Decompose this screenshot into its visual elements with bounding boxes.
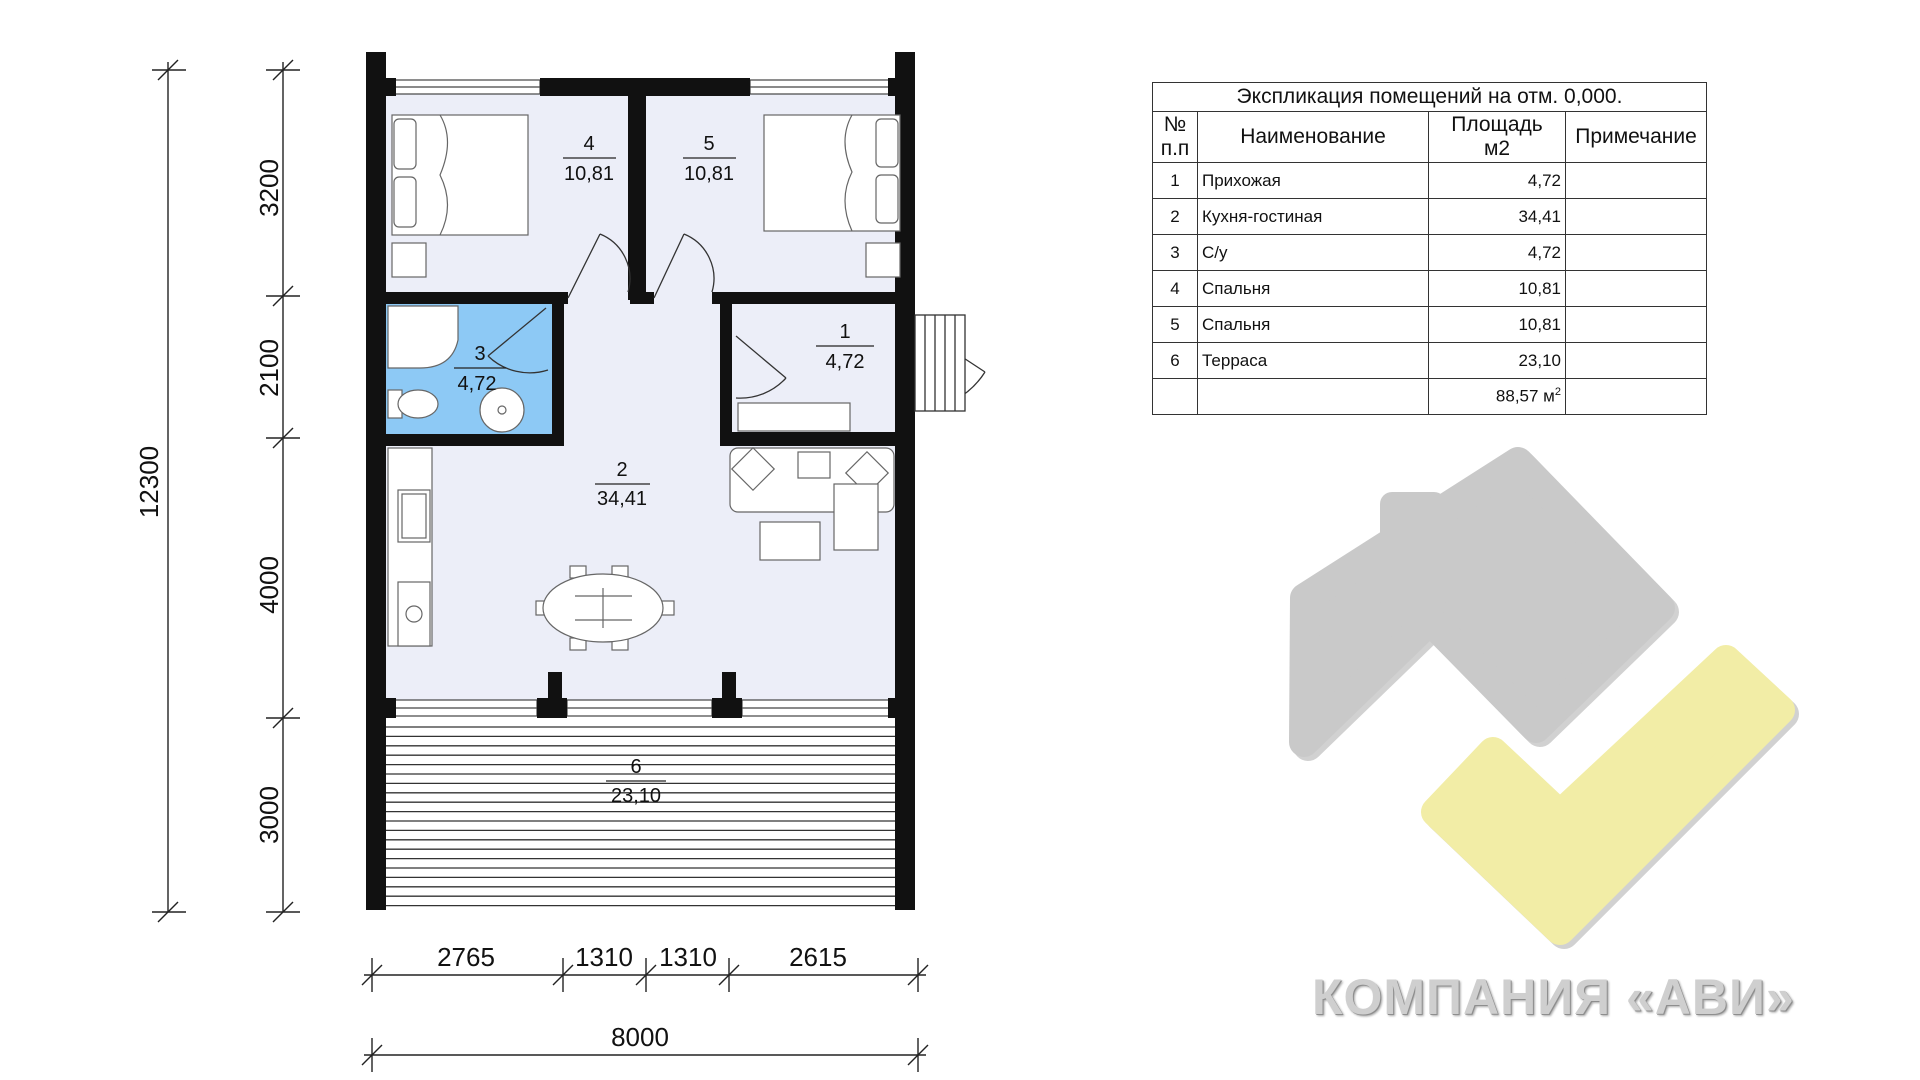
room-label-1-area: 4,72 — [825, 351, 865, 373]
room-label-1-number: 1 — [839, 321, 851, 343]
dim-height-bedrooms: 3200 — [254, 159, 284, 217]
table-row: 4 Спальня 10,81 — [1153, 271, 1707, 307]
room-label-6-number: 6 — [630, 756, 642, 778]
room-label-6-area: 23,10 — [610, 785, 662, 807]
room-schedule-table — [1152, 82, 1707, 415]
dim-height-bathroom: 2100 — [254, 339, 284, 397]
coffee-table-icon — [760, 522, 820, 560]
nightstand-icon — [392, 243, 426, 277]
room-label-2-area: 34,41 — [596, 488, 648, 510]
dim-width-3: 1310 — [659, 942, 717, 972]
bed-icon — [392, 115, 528, 235]
header-name: Наименование — [1198, 112, 1429, 163]
company-name: КОМПАНИЯ «АВИ» — [1312, 969, 1795, 1025]
room-label-4-area: 10,81 — [563, 163, 615, 185]
room-label-3-number: 3 — [474, 343, 486, 365]
logo-house-shape — [1304, 462, 1660, 742]
horizontal-dimensions — [362, 958, 928, 1072]
room-label-3-area: 4,72 — [457, 373, 497, 395]
dim-width-1: 2765 — [437, 942, 495, 972]
table-row: 6 Терраса 23,10 — [1153, 343, 1707, 379]
table-caption: Экспликация помещений на отм. 0,000. — [1153, 83, 1707, 112]
table-row: 1 Прихожая 4,72 — [1153, 163, 1707, 199]
house-check-icon — [1304, 462, 1784, 934]
room-label-4-number: 4 — [583, 133, 595, 155]
dim-height-living: 4000 — [254, 556, 284, 614]
dim-width-4: 2615 — [789, 942, 847, 972]
entrance-steps — [915, 315, 965, 411]
dim-overall-height: 12300 — [134, 445, 164, 519]
bed-icon — [764, 115, 900, 231]
table-row: 2 Кухня-гостиная 34,41 — [1153, 199, 1707, 235]
dim-width-2: 1310 — [575, 942, 633, 972]
table-total-row — [1153, 379, 1707, 415]
shelf-icon — [738, 403, 850, 431]
header-number: № п.п — [1153, 112, 1198, 163]
vertical-dimension-labels — [134, 159, 284, 844]
nightstand-icon — [866, 243, 900, 277]
room-label-5-area: 10,81 — [683, 163, 735, 185]
logo-check-shape — [1436, 660, 1780, 930]
room-label-5-number: 5 — [703, 133, 715, 155]
dim-height-terrace: 3000 — [254, 786, 284, 844]
table-row: 5 Спальня 10,81 — [1153, 307, 1707, 343]
toilet-icon — [388, 390, 438, 418]
horizontal-dimension-labels — [437, 942, 847, 1052]
header-note: Примечание — [1566, 112, 1707, 163]
dim-overall-width: 8000 — [611, 1022, 669, 1052]
total-area: 88,57 $м^2$ — [1429, 379, 1566, 415]
room-label-2-number: 2 — [616, 459, 628, 481]
header-area: Площадь м2 — [1429, 112, 1566, 163]
table-row: 3 С/у 4,72 — [1153, 235, 1707, 271]
shower-icon — [388, 306, 458, 368]
kitchen-counter-icon — [388, 448, 432, 646]
